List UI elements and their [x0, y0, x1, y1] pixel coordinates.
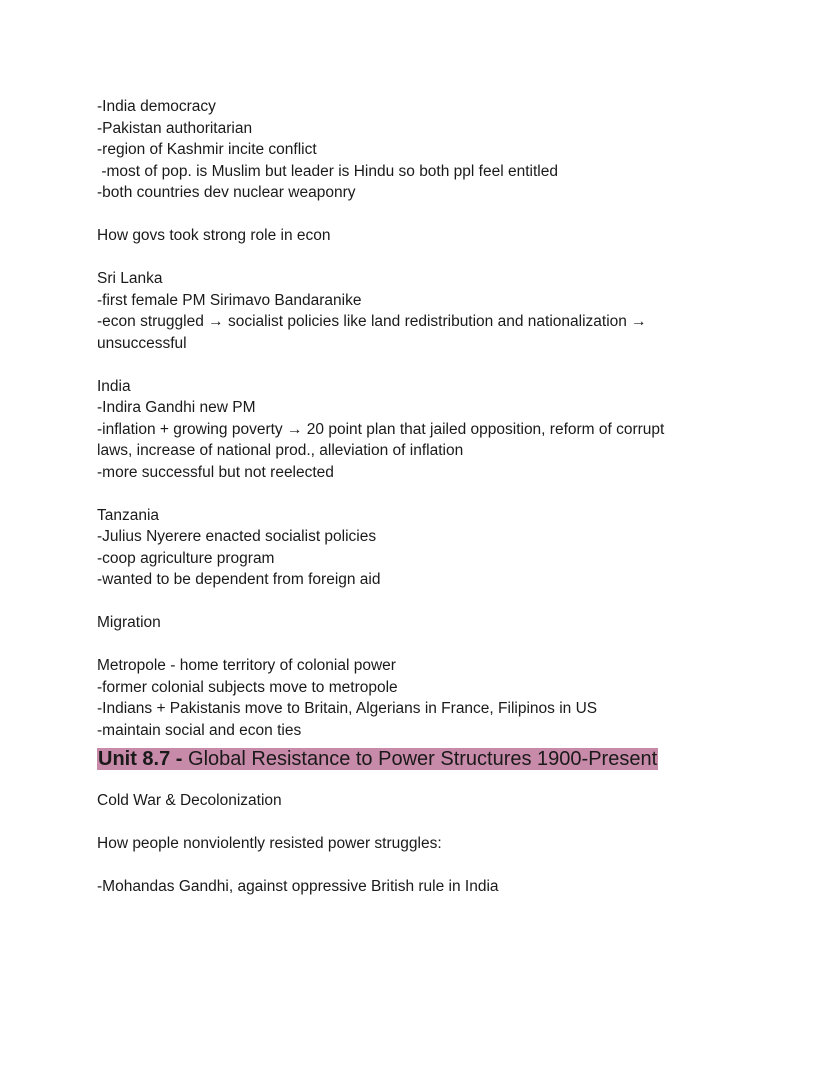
unit-heading [97, 748, 658, 770]
spacer [97, 855, 777, 877]
section-title: Tanzania [97, 506, 160, 524]
text-line: Metropole - home territory of colonial power [97, 657, 396, 674]
spacer [97, 591, 777, 613]
unit-heading-row [97, 746, 777, 774]
section-title: India [97, 377, 131, 395]
text-line: laws, increase of national prod., alleviation of inflation [97, 442, 464, 459]
section-title: How people nonviolently resisted power struggles: [97, 835, 442, 852]
text-line: -most of pop. is Muslim but leader is Hindu so both ppl feel entitled [97, 162, 558, 180]
text-line: -econ struggled → socialist policies like land redistribution and nationalization → [97, 313, 647, 330]
section-title: Cold War & Decolonization [97, 792, 282, 809]
document-page [97, 96, 777, 898]
text-line: -coop agriculture program [97, 549, 275, 567]
spacer [97, 247, 777, 269]
text-line: -more successful but not reelected [97, 463, 334, 481]
text-line: -maintain social and econ ties [97, 721, 302, 739]
spacer [97, 354, 777, 376]
text-line: -Indira Gandhi new PM [97, 399, 256, 416]
text-line: unsuccessful [97, 334, 187, 352]
text-line: -wanted to be dependent from foreign aid [97, 571, 381, 588]
text-line: -both countries dev nuclear weaponry [97, 184, 356, 201]
section-title: Sri Lanka [97, 270, 163, 287]
text-line: -India democracy [97, 98, 216, 115]
spacer [97, 812, 777, 834]
section-title: Migration [97, 614, 161, 631]
text-line: -Indians + Pakistanis move to Britain, Algerians in France, Filipinos in US [97, 700, 598, 717]
text-line: -former colonial subjects move to metropole [97, 678, 398, 696]
unit-heading-number: Unit 8.7 - [98, 748, 183, 770]
section-title: How govs took strong role in econ [97, 227, 331, 244]
text-line: -region of Kashmir incite conflict [97, 141, 317, 158]
spacer [97, 204, 777, 226]
spacer [97, 634, 777, 656]
text-line: -inflation + growing poverty → 20 point plan that jailed opposition, reform of corrupt [97, 420, 665, 438]
text-line: -first female PM Sirimavo Bandaranike [97, 291, 362, 309]
text-line: -Julius Nyerere enacted socialist policies [97, 528, 377, 545]
text-line: -Pakistan authoritarian [97, 119, 253, 137]
spacer [97, 483, 777, 505]
unit-heading-title: Global Resistance to Power Structures 1900-Present [182, 748, 658, 770]
text-line: -Mohandas Gandhi, against oppressive British rule in India [97, 878, 499, 895]
